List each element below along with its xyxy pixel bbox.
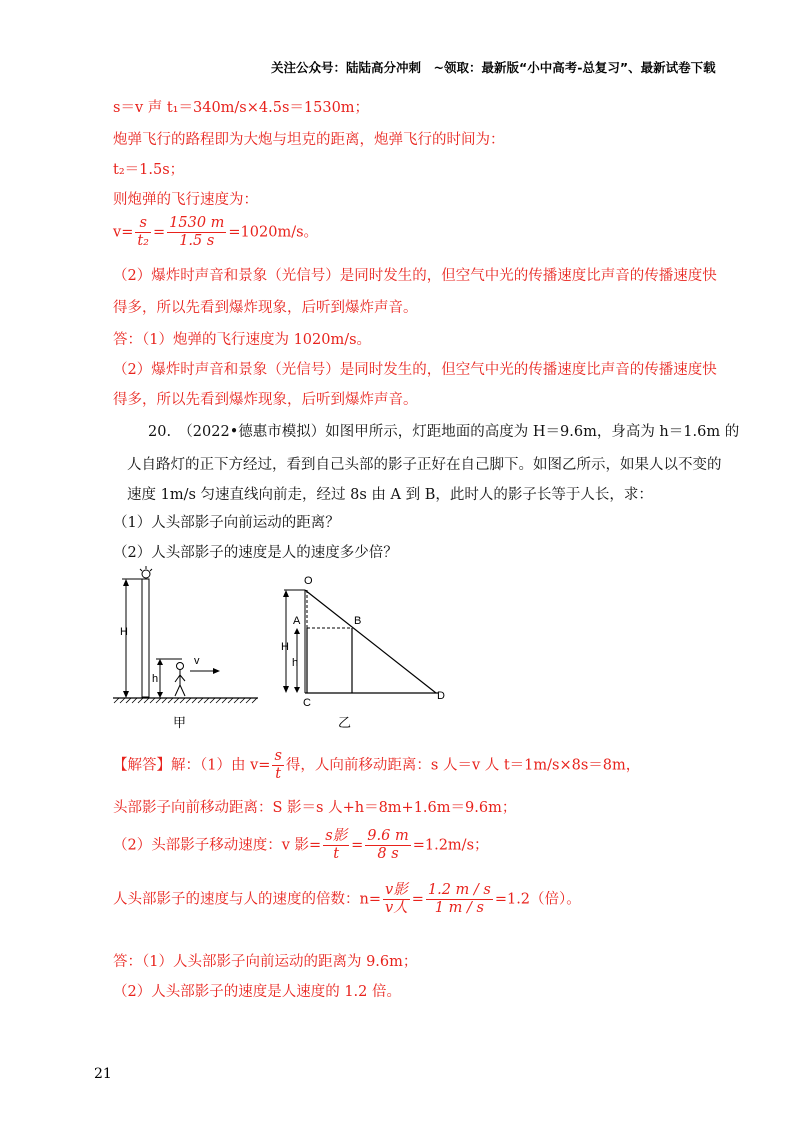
person-icon <box>175 663 185 697</box>
sol19-line-3: t₂＝1.5s； <box>113 162 185 178</box>
denominator: t <box>333 846 340 862</box>
formula-prefix: v= <box>113 224 134 241</box>
lamp-pole <box>142 579 149 697</box>
q20-line-1: 20. （2022•德惠市模拟）如图甲所示，灯距地面的高度为 H＝9.6m，身高为 h＝1.6m 的 <box>148 424 740 440</box>
arrow-down <box>294 687 300 693</box>
numerator: s <box>274 748 282 764</box>
figure-jia <box>108 565 268 735</box>
arrow-up <box>157 659 163 665</box>
fraction-v-shadow-over-v-person <box>383 882 410 917</box>
page-number: 21 <box>94 1066 112 1082</box>
numerator: s影 <box>325 828 348 844</box>
denominator: t₂ <box>137 233 149 249</box>
answer-line-3: （2）头部影子移动速度：v 影= $\frac{\text{s影}}{t}$ = $\frac{9.6 m}{8 s}$ =1.2m/s； <box>113 828 489 862</box>
arrow-up <box>123 579 129 586</box>
sol19-answer-2: （2）爆炸时声音和景象（光信号）是同时发生的，但空气中光的传播速度比声音的传播速度快 <box>113 362 717 378</box>
numerator: 1530 m <box>169 215 225 231</box>
denominator: 8 s <box>377 846 399 862</box>
answer-text: 得，人向前移动距离：s 人＝v 人 t＝1m/s×8s＝8m， <box>285 757 641 774</box>
label-C: C <box>303 697 311 709</box>
figure-yi <box>270 568 460 733</box>
label-O: O <box>304 575 313 587</box>
arrow-down <box>123 691 129 698</box>
lamp-icon <box>140 566 152 578</box>
fraction-values <box>426 882 493 917</box>
denominator: v人 <box>385 900 408 916</box>
answer-line-1 <box>113 748 640 783</box>
arrow-right <box>213 668 220 674</box>
label-H: H <box>281 641 289 653</box>
caption-jia: 甲 <box>173 715 187 730</box>
sol19-answer-1: 答：（1）炮弹的飞行速度为 1020m/s。 <box>113 332 372 348</box>
denominator: 1.5 s <box>179 233 215 249</box>
light-ray-OD <box>305 590 436 693</box>
fraction-values <box>365 828 410 863</box>
arrow-up <box>294 628 300 634</box>
page-header: 关注公众号：陆陆高分冲刺 ~领取：最新版“小中高考-总复习”、最新试卷下载 <box>271 60 716 75</box>
fraction-s-over-t <box>272 748 283 783</box>
answer-tag: 【解答】 <box>113 757 171 774</box>
arrow-down <box>157 692 163 698</box>
arrow-down <box>283 686 289 693</box>
q20-subquestion-2: （2）人头部影子的速度是人的速度多少倍？ <box>113 545 398 561</box>
formula-result: =1020m/s。 <box>228 224 319 241</box>
arrow-up <box>283 590 289 597</box>
label-H: H <box>120 626 128 638</box>
label-v: v <box>194 655 200 667</box>
answer-text: =1.2（倍）。 <box>494 891 581 908</box>
answer-text: 人头部影子的速度与人的速度的倍数：n= <box>113 891 381 908</box>
q20-subquestion-1: （1）人头部影子向前运动的距离？ <box>113 515 340 531</box>
numerator: 9.6 m <box>367 828 409 844</box>
sol19-line-6: （2）爆炸时声音和景象（光信号）是同时发生的，但空气中光的传播速度比声音的传播速度快 <box>113 268 717 284</box>
numerator: 1.2 m / s <box>427 882 491 898</box>
sol19-line-2: 炮弹飞行的路程即为大炮与坦克的距离，炮弹飞行的时间为： <box>113 132 505 148</box>
q20-line-2: 人自路灯的正下方经过，看到自己头部的影子正好在自己脚下。如图乙所示，如果人以不变的 <box>127 457 722 473</box>
label-h: h <box>292 657 299 669</box>
answer-text: （2）头部影子移动速度：v 影= <box>113 837 322 854</box>
label-h: h <box>152 673 159 685</box>
answer-text: =1.2m/s； <box>412 837 489 854</box>
answer-text: 解：（1）由 v= <box>171 757 271 774</box>
sol19-line-1: s＝v 声 t₁＝340m/s×4.5s＝1530m； <box>113 100 370 116</box>
answer-line-4: 人头部影子的速度与人的速度的倍数：n= $\frac{\text{v影}}{\text{v人}}$ = $\frac{1.2 m / s}{1 m / s}$ =1.2（倍）。 <box>113 882 581 916</box>
answer-line-5: 答：（1）人头部影子向前运动的距离为 9.6m； <box>113 954 418 970</box>
sol19-line-7: 得多，所以先看到爆炸现象，后听到爆炸声音。 <box>113 300 418 316</box>
answer-line-6: （2）人头部影子的速度是人速度的 1.2 倍。 <box>113 984 402 1000</box>
caption-yi: 乙 <box>338 715 352 730</box>
answer-line-2: 头部影子向前移动距离：S 影＝s 人+h＝8m+1.6m＝9.6m； <box>113 800 517 816</box>
numerator: s <box>135 215 151 233</box>
fraction-values <box>167 215 226 250</box>
ground-hatching <box>114 698 257 703</box>
sol19-answer-3: 得多，所以先看到爆炸现象，后听到爆炸声音。 <box>113 392 418 408</box>
fraction-s-shadow-over-t <box>323 828 349 863</box>
sol19-velocity-formula: v= $\frac{s}{\text{t₂}}$ = $\frac{1530 m}{1.5 s}$ =1020m/s。 <box>113 215 319 249</box>
label-B: B <box>354 615 362 627</box>
fraction-s-over-t2 <box>135 215 151 250</box>
sol19-line-4: 则炮弹的飞行速度为： <box>113 192 258 208</box>
numerator: v影 <box>385 882 408 898</box>
label-A: A <box>293 615 301 627</box>
label-D: D <box>437 690 445 702</box>
denominator: 1 m / s <box>434 900 484 916</box>
denominator: t <box>275 766 282 782</box>
q20-line-3: 速度 1m/s 匀速直线向前走，经过 8s 由 A 到 B，此时人的影子长等于人长，求： <box>127 487 653 503</box>
